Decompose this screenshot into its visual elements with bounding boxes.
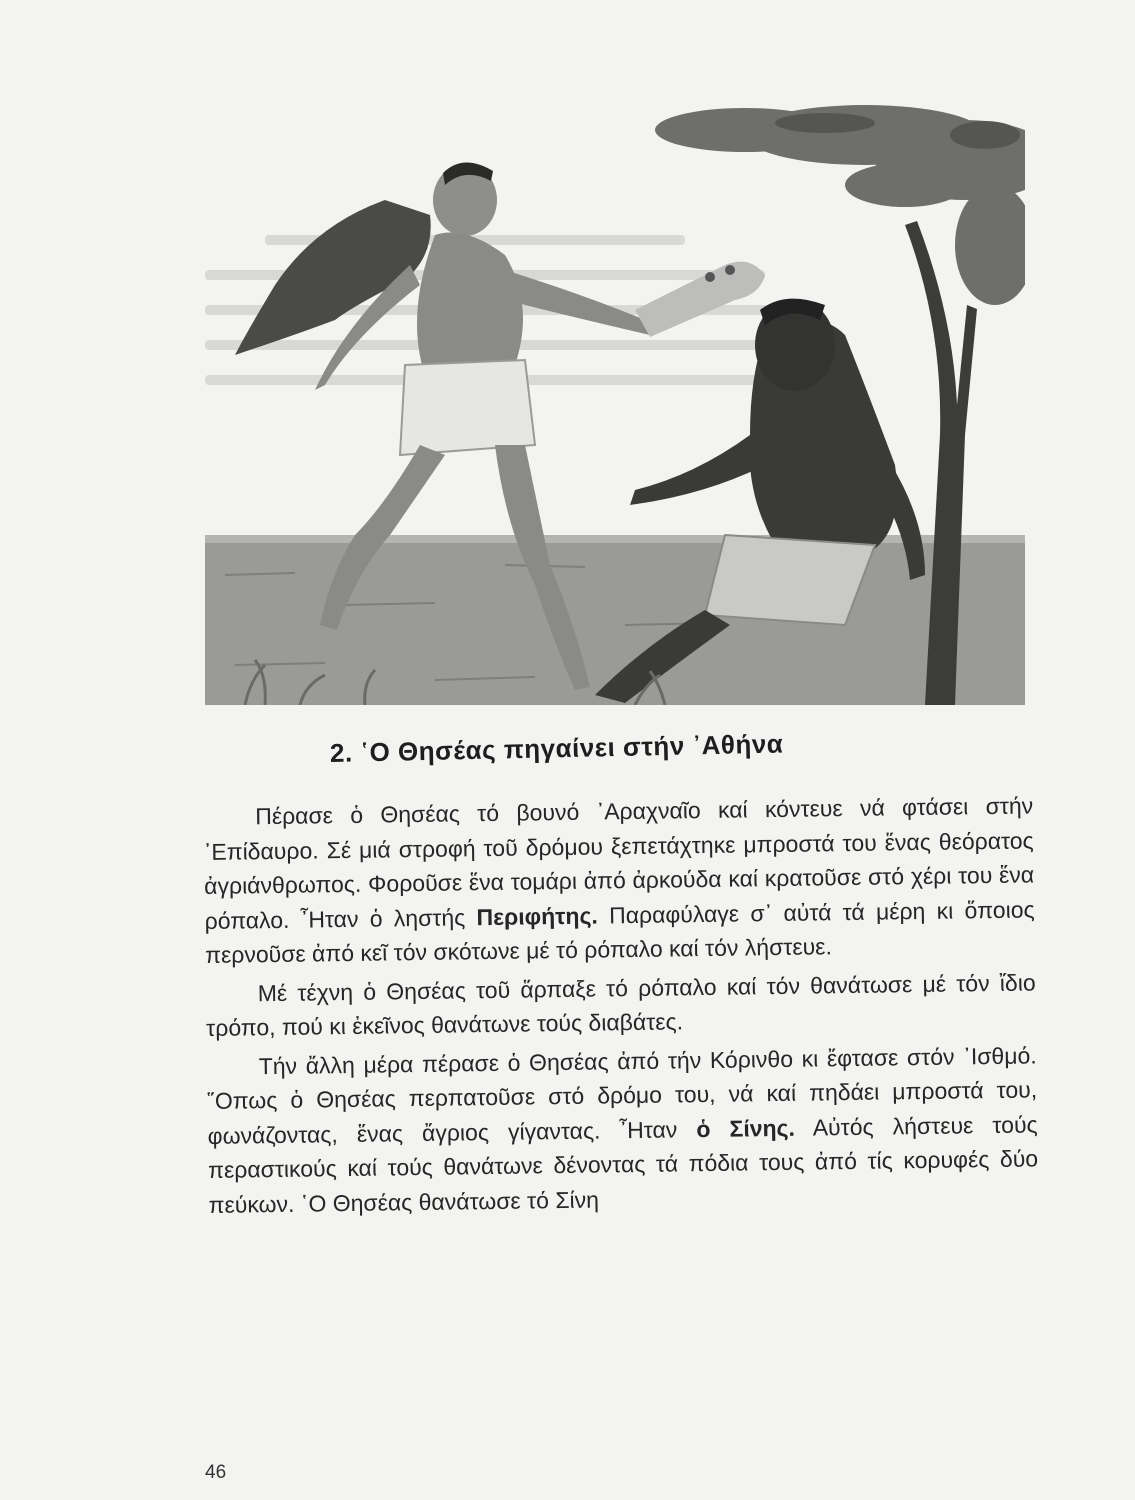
paragraph-text: Τήν ἄλλη μέρα πέρασε ὁ Θησέας ἀπό τήν Κόρινθο κι ἔφτασε στόν ᾿Ισθμό. ῞Οπως ὁ Θησέας περπατοῦσε στό δρόμο του, νά καί πηδάει μπροστά του, φωνάζοντας, ἕνας ἄγριος γίγαντας. ῏Ηταν xyxy=(207,1041,1038,1149)
section-heading: 2. ῾Ο Θησέας πηγαίνει στήν ᾿Αθήνα xyxy=(329,728,784,768)
illustration-svg xyxy=(205,105,1025,705)
paragraph-periphetes xyxy=(203,788,1035,972)
paragraph-club xyxy=(205,965,1036,1046)
paragraph-sinis xyxy=(206,1038,1038,1222)
paragraph-text: Αὐτός λήστευε τούς περαστικούς καί τούς θανάτωνε δένοντας τά πόδια τους ἀπό τίς κορυφές δύο πεύκων. ῾Ο Θησέας θανάτωσε τό Σίνη xyxy=(207,1110,1039,1218)
page-number: 46 xyxy=(205,1462,227,1483)
name-periphetes: Περιφήτης. xyxy=(476,901,599,930)
theseus-periphetes-illustration xyxy=(205,105,1025,705)
paragraph-text: Παραφύλαγε σ᾿ αὐτά τά μέρη κι ὅποιος περνοῦσε ἀπό κεῖ τόν σκότωνε μέ τό ρόπαλο καί τόν λήστευε. xyxy=(204,895,1035,968)
body-text xyxy=(203,788,1039,1226)
paragraph-text: Πέρασε ὁ Θησέας τό βουνό ᾿Αραχναῖο καί κόντευε νά φτάσει στήν ᾿Επίδαυρο. Σέ μιά στροφή τοῦ δρόμου ξεπετάχτηκε μπροστά του ἕνας θεόρατος ἀγριάνθρωπος. Φοροῦσε ἕνα τομάρι ἀπό ἀρκούδα καί κρατοῦσε στό χέρι του ἕνα ρόπαλο. ῏Ηταν ὁ ληστής xyxy=(203,792,1035,934)
paragraph-text: Μέ τέχνη ὁ Θησέας τοῦ ἅρπαξε τό ρόπαλο καί τόν θανάτωσε μέ τόν ἴδιο τρόπο, πού κι ἐκεῖνος θανάτωνε τούς διαβάτες. xyxy=(206,968,1036,1041)
name-sinis: ὁ Σίνης. xyxy=(696,1114,796,1142)
